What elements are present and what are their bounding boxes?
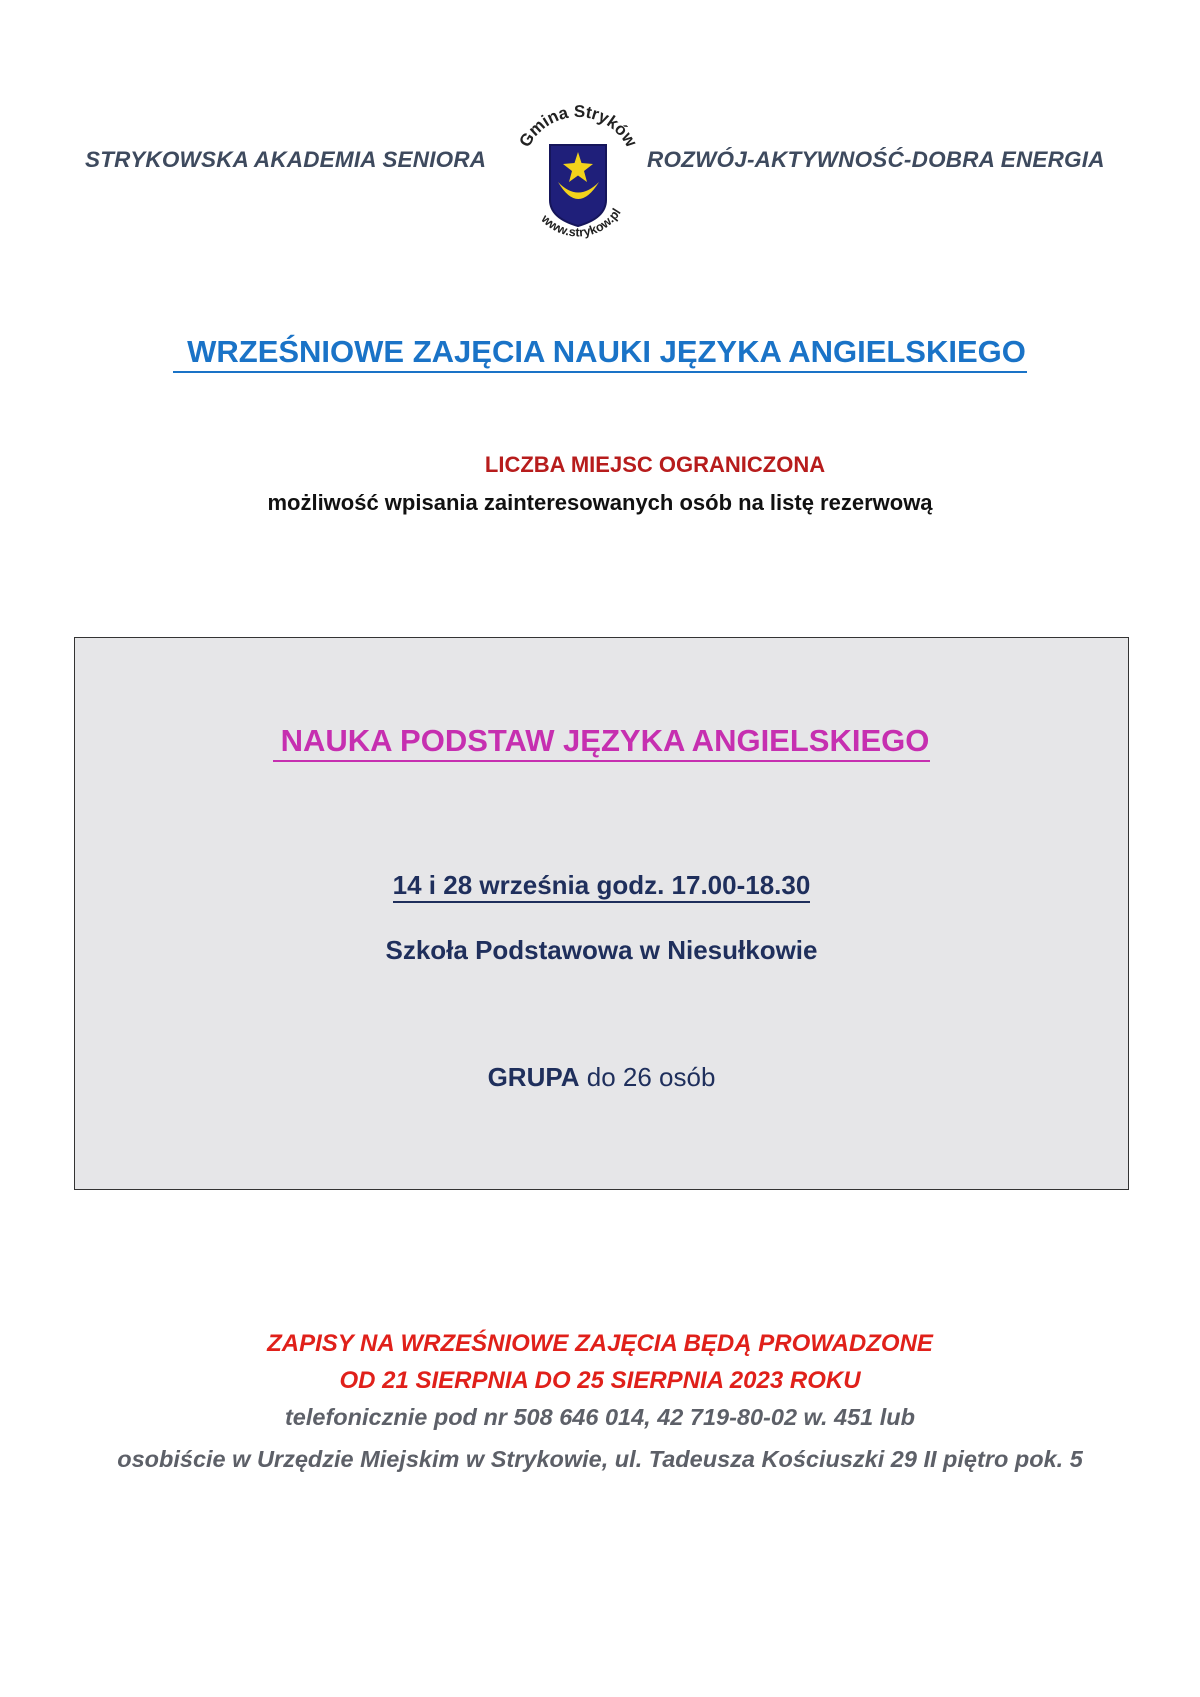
group-size-value: do 26 osób <box>586 1062 716 1092</box>
reserve-list-notice: możliwość wpisania zainteresowanych osób na listę rezerwową <box>267 490 933 515</box>
course-date-text: 14 i 28 września godz. 17.00-18.30 <box>393 870 811 903</box>
limited-places-notice: LICZBA MIEJSC OGRANICZONA <box>484 452 826 477</box>
page-title-text: WRZEŚNIOWE ZAJĘCIA NAUKI JĘZYKA ANGIELSKIEGO <box>173 334 1027 373</box>
page-title <box>0 334 1200 373</box>
logo-top-text: Gmina Stryków <box>515 101 641 151</box>
coat-of-arms-icon <box>503 100 653 250</box>
signup-office-info: osobiście w Urzędzie Miejskim w Strykowie, ul. Tadeusza Kościuszki 29 II piętro pok. 5 <box>117 1446 1083 1472</box>
signup-heading: ZAPISY NA WRZEŚNIOWE ZAJĘCIA BĘDĄ PROWADZONE <box>267 1330 933 1357</box>
course-info-box <box>74 637 1129 1190</box>
academy-name: STRYKOWSKA AKADEMIA SENIORA <box>85 147 487 172</box>
header <box>0 100 1200 250</box>
course-location: Szkoła Podstawowa w Niesułkowie <box>385 935 818 965</box>
course-group-size <box>75 1062 1128 1093</box>
course-title-text: NAUKA PODSTAW JĘZYKA ANGIELSKIEGO <box>273 723 931 762</box>
signup-phone-info: telefonicznie pod nr 508 646 014, 42 719-80-02 w. 451 lub <box>284 1404 915 1430</box>
group-label: GRUPA <box>487 1062 580 1092</box>
academy-motto: ROZWÓJ-AKTYWNOŚĆ-DOBRA ENERGIA <box>647 147 1105 172</box>
logo-bottom-text: www.strykow.pl <box>538 205 624 240</box>
signup-dates: OD 21 SIERPNIA DO 25 SIERPNIA 2023 ROKU <box>339 1367 861 1394</box>
course-date <box>75 870 1128 903</box>
course-title <box>75 723 1128 762</box>
